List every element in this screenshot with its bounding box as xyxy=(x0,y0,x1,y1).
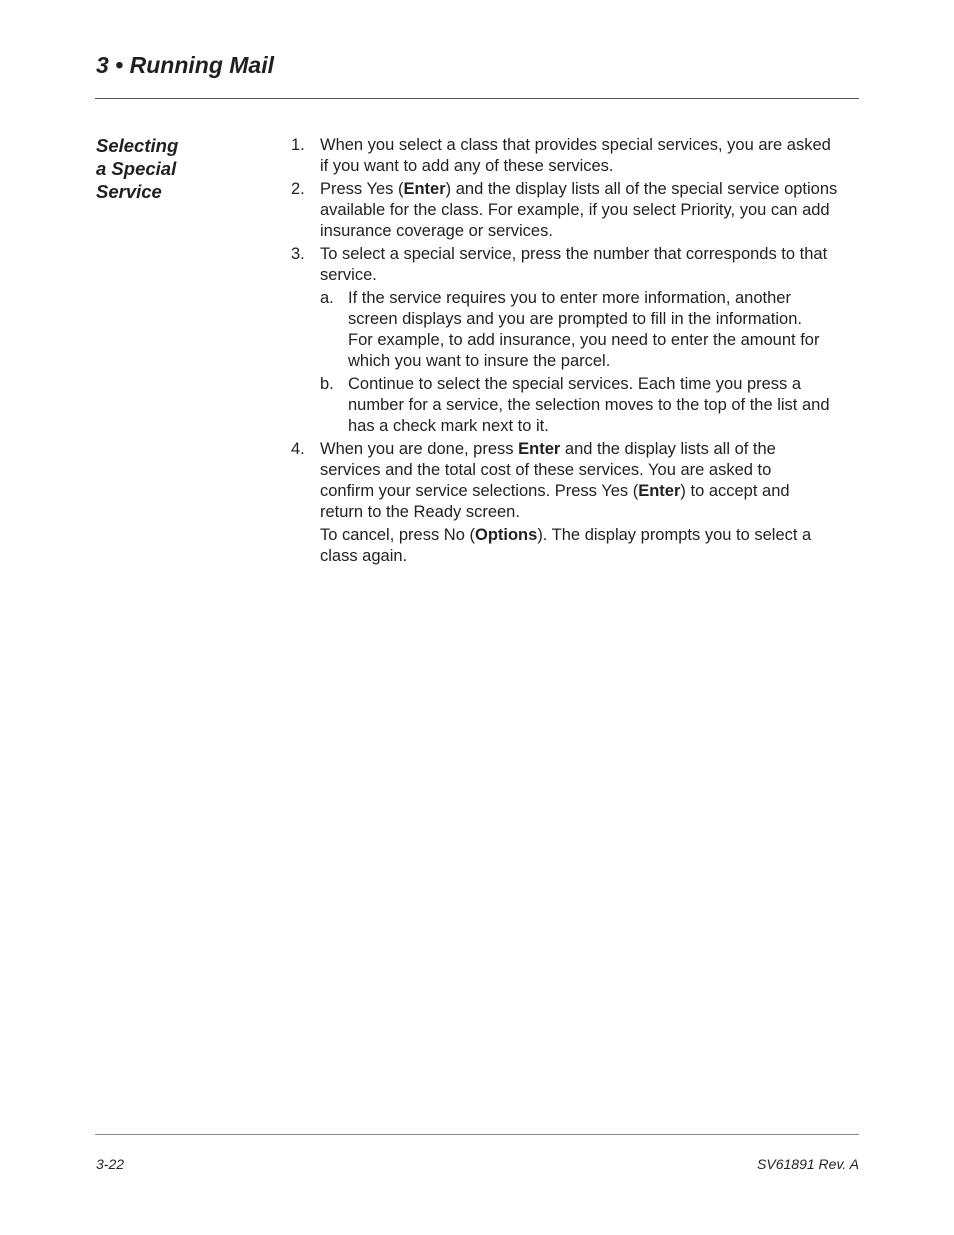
step-1 xyxy=(290,135,862,177)
document-id: SV61891 Rev. A xyxy=(757,1156,859,1172)
section-heading-line: a Special xyxy=(96,158,177,179)
header-divider xyxy=(95,98,859,99)
substeps xyxy=(320,288,862,436)
substep-text-line: has a check mark next to it. xyxy=(348,416,549,435)
substep-text-line: For example, to add insurance, you need to enter the amount for xyxy=(348,330,820,349)
step-text-line: services and the total cost of these services. You are asked to xyxy=(320,460,772,479)
page-number: 3-22 xyxy=(96,1156,125,1172)
step-number: 2. xyxy=(291,180,305,199)
step-2 xyxy=(290,179,862,241)
substep-b xyxy=(320,374,862,436)
step-text-line: if you want to add any of these services. xyxy=(320,156,614,175)
step-text-line: insurance coverage or services. xyxy=(320,221,553,240)
key-name: Enter xyxy=(518,440,561,459)
procedure-steps xyxy=(290,135,862,570)
note-text-line: To cancel, press No (Options). The display prompts you to select a xyxy=(320,526,812,545)
step-number: 1. xyxy=(291,136,305,154)
step-text-line: confirm your service selections. Press Yes (Enter) to accept and xyxy=(320,481,790,500)
step-text-line: When you select a class that provides special services, you are asked xyxy=(320,136,831,154)
key-name: Enter xyxy=(638,481,681,500)
step-3 xyxy=(290,244,862,436)
step-text-line: Press Yes (Enter) and the display lists all of the special service options xyxy=(320,180,838,199)
substep-letter: a. xyxy=(320,289,334,308)
step-text-line: available for the class. For example, if you select Priority, you can add xyxy=(320,200,830,219)
section-heading-line: Service xyxy=(96,181,162,202)
step-note xyxy=(320,525,862,567)
substep-text-line: number for a service, the selection moves to the top of the list and xyxy=(348,395,830,414)
step-number: 3. xyxy=(291,245,305,264)
step-number: 4. xyxy=(291,440,305,459)
note-text-line: class again. xyxy=(320,547,408,566)
substep-text-line: If the service requires you to enter more information, another xyxy=(348,289,791,308)
step-text-line: To select a special service, press the number that corresponds to that xyxy=(320,245,828,264)
footer-divider xyxy=(95,1134,859,1135)
step-4 xyxy=(290,439,862,567)
section-heading xyxy=(96,134,246,203)
chapter-title: 3 • Running Mail xyxy=(96,52,274,78)
substep-text-line: screen displays and you are prompted to fill in the information. xyxy=(348,310,802,329)
step-text-line: When you are done, press Enter and the display lists all of the xyxy=(320,440,776,459)
substep-text-line: which you want to insure the parcel. xyxy=(348,351,611,370)
substep-text-line: Continue to select the special services. Each time you press a xyxy=(348,375,802,394)
key-name: Options xyxy=(474,526,538,545)
section-heading-line: Selecting xyxy=(96,135,179,156)
step-text-line: service. xyxy=(320,265,377,284)
step-text-line: return to the Ready screen. xyxy=(320,502,520,521)
substep-a xyxy=(320,288,862,371)
key-name: Enter xyxy=(403,180,446,199)
substep-letter: b. xyxy=(320,375,334,394)
